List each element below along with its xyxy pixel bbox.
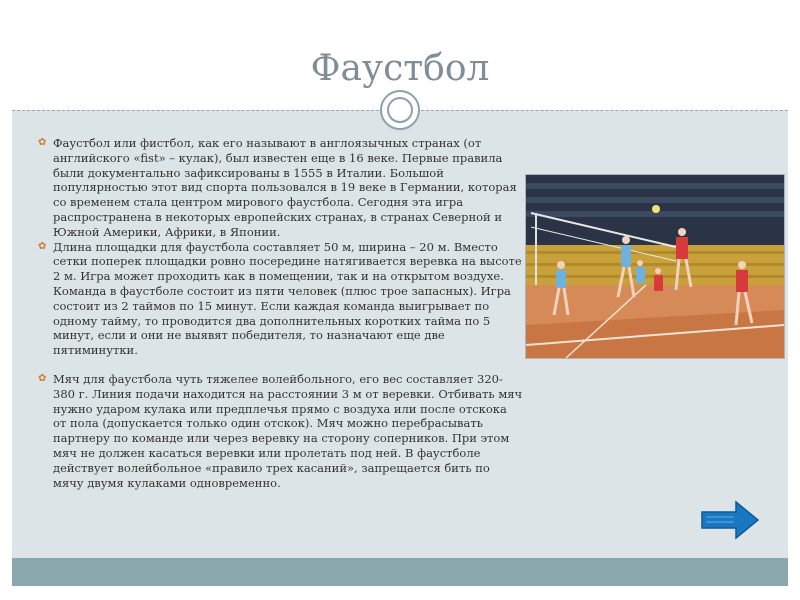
bullet-icon: ✿ — [38, 372, 47, 384]
paragraph-rules — [38, 240, 523, 358]
paragraph-ball-text: Мяч для фаустбола чуть тяжелее волейбольного, его вес составляет 320-380 г. Линия подачи находится на расстоянии 3 м от веревки. Отбивать мяч нужно ударом кулака или предплечья прямо с воздуха или после отскока от пола (допускается только один отскок). Мяч можно перебрасывать партнеру по команде или через веревку на сторону соперников. При этом мяч не должен касаться веревки или пролетать под ней. В фаустболе действует волейбольное «правило трех касаний», запрещается бить по мячу двумя кулаками одновременно. — [53, 371, 523, 490]
paragraph-history — [38, 136, 523, 240]
slide-title: Фаустбол — [310, 48, 490, 89]
next-arrow-icon — [700, 500, 760, 540]
volleyball-photo-illustration — [526, 175, 784, 358]
slide — [12, 12, 788, 586]
next-slide-button[interactable] — [700, 500, 760, 540]
bottom-bar — [12, 558, 788, 586]
paragraph-history-text: Фаустбол или фистбол, как его называют в англоязычных странах (от английского «fist» – кулак), был известен еще в 16 веке. Первые правила были документально зафиксированы в 1555 в Италии. Большой популярностью этот вид спорта пользовался в 19 веке в Германии, которая со временем стала центром мирового фаустбола. Сегодня эта игра распространена в некоторых европейских странах, в странах Северной и Южной Америки, Африки, в Японии. — [53, 136, 517, 239]
inner-ring — [387, 97, 413, 123]
paragraph-ball — [38, 372, 523, 490]
volleyball-photo — [525, 174, 785, 359]
paragraph-gap — [38, 358, 523, 372]
circle-ornament-icon — [380, 90, 420, 130]
bullet-icon: ✿ — [38, 137, 47, 148]
paragraph-rules-text: Длина площадки для фаустбола составляет 50 м, ширина – 20 м. Вместо сетки поперек площадки ровно посередине натягивается веревка на высоте 2 м. Игра может проходить как в помещении, так и на открытом воздухе. Команда в фаустболе состоит из пяти человек (плюс трое запасных). Игра состоит из 2 таймов по 15 минут. Если каждая команда выигрывает по одному тайму, то проводится два дополнительных коротких тайма по 5 минут, если и они не выявят победителя, то назначают еще две пятиминутки. — [53, 239, 522, 358]
bullet-icon: ✿ — [38, 240, 47, 252]
slide-body — [38, 136, 523, 490]
